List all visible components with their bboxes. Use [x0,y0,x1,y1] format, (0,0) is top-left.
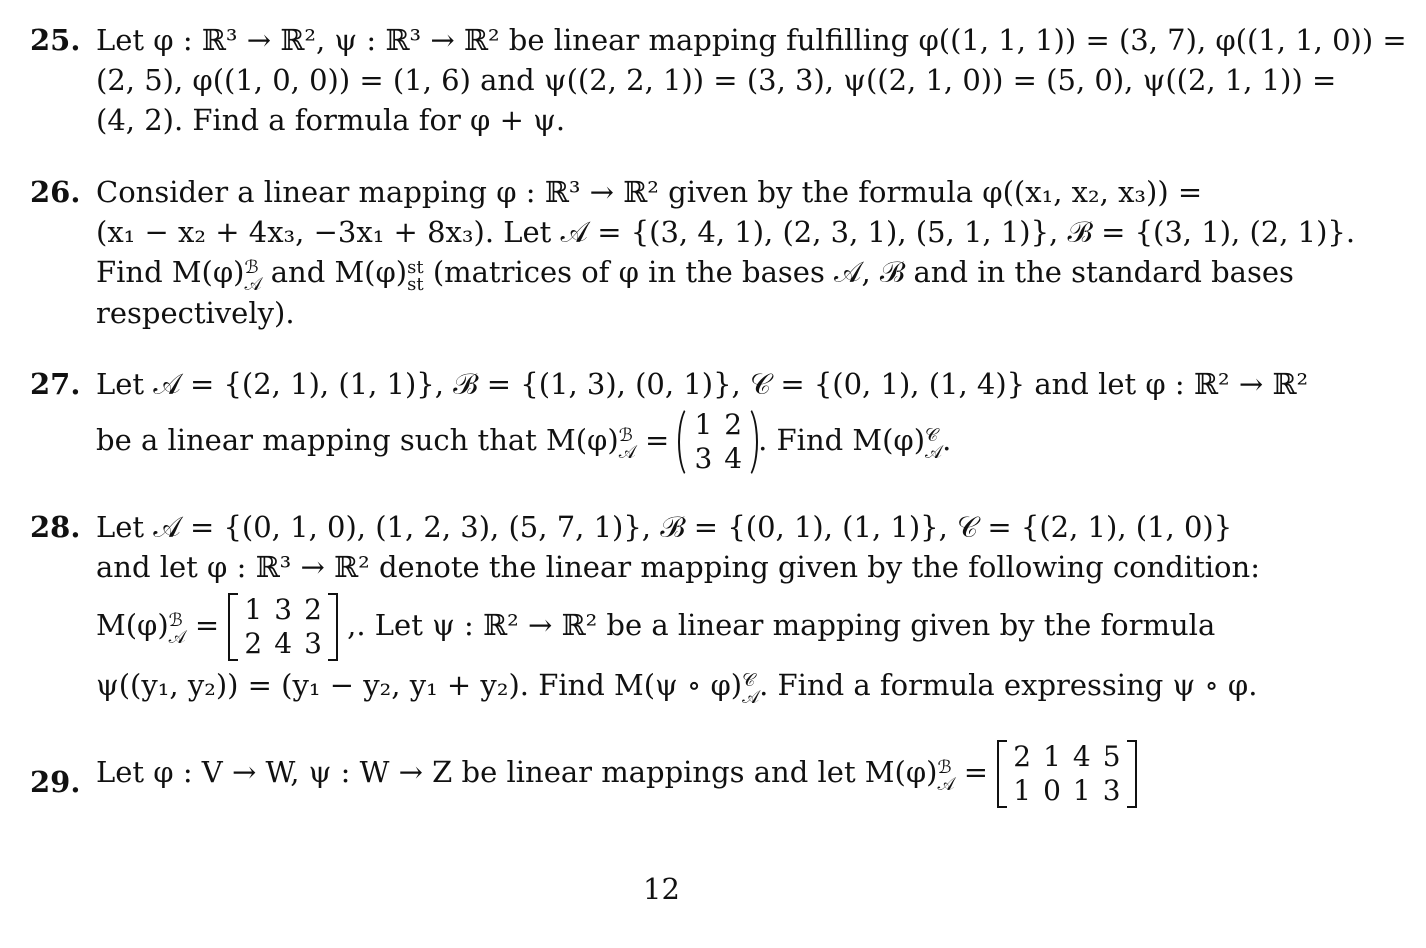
matrix-label: Find M(φ) [96,255,245,289]
matrix-bracket [997,740,1136,808]
basis-scripts [168,610,186,649]
subscript-basis: 𝒜 [925,442,943,464]
matrix-cell: 4 [1072,740,1091,773]
matrix-cell: 4 [724,442,743,475]
problem-text-line: Let 𝒜 = {(0, 1, 0), (1, 2, 3), (5, 7, 1)}, ℬ = {(0, 1), (1, 1)}, 𝒞 = {(2, 1), (1, 0)} [96,510,1233,544]
problem-number: 29. [30,765,81,799]
problem-number: 27. [30,367,81,401]
basis-scripts [618,425,636,464]
matrix-cell: 0 [1043,774,1061,807]
standard-scripts [407,257,424,296]
superscript-basis: 𝒞 [742,670,756,692]
matrix-cell: 3 [304,627,322,660]
problem-text: . Find M(φ) [758,423,926,457]
problem-number: 25. [30,23,81,57]
problem-26 [30,172,1400,333]
problem-text: (matrices of φ in the bases 𝒜, ℬ and in the standard bases [432,255,1294,289]
basis-scripts [925,425,943,464]
problem-text-line [96,593,1400,661]
problem-text-line: (2, 5), φ((1, 0, 0)) = (1, 6) and ψ((2, 2, 1)) = (3, 3), ψ((2, 1, 0)) = (5, 0), ψ((2, 1, 1)) = [96,63,1337,97]
matrix [688,408,748,476]
superscript-basis: ℬ [244,257,259,279]
problem-text-line [96,252,1400,296]
matrix-cell: 4 [274,627,293,660]
basis-scripts [742,670,760,709]
matrix-label: and M(φ) [270,255,408,289]
problem-text-line: Let 𝒜 = {(2, 1), (1, 1)}, ℬ = {(1, 3), (0, 1)}, 𝒞 = {(0, 1), (1, 4)} and let φ : ℝ² → ℝ² [96,367,1309,401]
problem-text: Let φ : V → W, ψ : W → Z be linear mappings and let M(φ) [96,755,938,789]
subscript-basis: 𝒜 [618,442,636,464]
subscript-basis: 𝒜 [168,627,186,649]
basis-scripts [244,257,262,296]
subscript-basis: 𝒜 [244,274,262,296]
subscript-basis: 𝒜 [742,687,760,709]
page-number: 12 [643,872,680,906]
problem-text-line: (x₁ − x₂ + 4x₃, −3x₁ + 8x₃). Let 𝒜 = {(3, 4, 1), (2, 3, 1), (5, 1, 1)}, ℬ = {(3, 1), (2, 1)}. [96,215,1356,249]
problem-text-line [96,408,1400,476]
subscript-basis: 𝒜 [937,774,955,796]
matrix-cell: 1 [1043,740,1061,773]
equals-sign: = [963,755,989,789]
problem-text-line: Let φ : ℝ³ → ℝ², ψ : ℝ³ → ℝ² be linear mapping fulfilling φ((1, 1, 1)) = (3, 7), φ((1, 1, 0)) = [96,23,1407,57]
superscript-basis: 𝒞 [925,425,939,447]
matrix-bracket [228,593,337,661]
problem-text-line [96,665,1400,709]
problem-text-line: respectively). [96,296,295,331]
matrix-label: M(φ) [96,608,169,642]
superscript-basis: ℬ [618,425,633,447]
problem-text: ,. Let ψ : ℝ² → ℝ² be a linear mapping given by the formula [347,608,1216,642]
problem-number: 26. [30,175,81,209]
problem-29 [30,740,1400,808]
matrix-cell: 3 [1102,774,1121,807]
equals-sign: = [644,423,670,457]
problem-28 [30,507,1400,709]
problem-25 [30,20,1407,140]
basis-scripts [937,757,955,796]
problem-text-line: and let φ : ℝ³ → ℝ² denote the linear mapping given by the following condition: [96,550,1260,584]
problem-text: . Find a formula expressing ψ ∘ φ. [759,668,1258,702]
superscript-basis: ℬ [168,610,183,632]
matrix-cell: 3 [274,593,293,626]
matrix-cell: 2 [304,593,322,626]
matrix-cell: 2 [244,627,263,660]
subscript-st: st [407,274,424,296]
matrix-cell: 2 [1013,740,1032,773]
matrix [1007,740,1126,808]
matrix-cell: 1 [1013,774,1032,807]
problem-number: 28. [30,510,81,544]
matrix [238,593,327,661]
problem-27 [30,364,1400,476]
superscript-st: st [407,257,424,279]
superscript-basis: ℬ [937,757,952,779]
matrix-cell: 1 [1072,774,1091,807]
problem-text: be a linear mapping such that M(φ) [96,423,619,457]
problem-text-line: Consider a linear mapping φ : ℝ³ → ℝ² given by the formula φ((x₁, x₂, x₃)) = [96,175,1203,209]
problem-text: ψ((y₁, y₂)) = (y₁ − y₂, y₁ + y₂). Find M(ψ ∘ φ) [96,668,743,702]
matrix-cell: 1 [244,593,263,626]
matrix-cell: 5 [1102,740,1121,773]
period: . [942,423,952,457]
problem-text-line [96,740,1400,808]
matrix-cell: 2 [724,408,743,441]
problem-text-line: (4, 2). Find a formula for φ + ψ. [96,103,566,137]
matrix-cell: 3 [694,442,713,475]
matrix-paren [678,408,758,476]
equals-sign: = [194,608,220,642]
matrix-cell: 1 [694,408,713,441]
